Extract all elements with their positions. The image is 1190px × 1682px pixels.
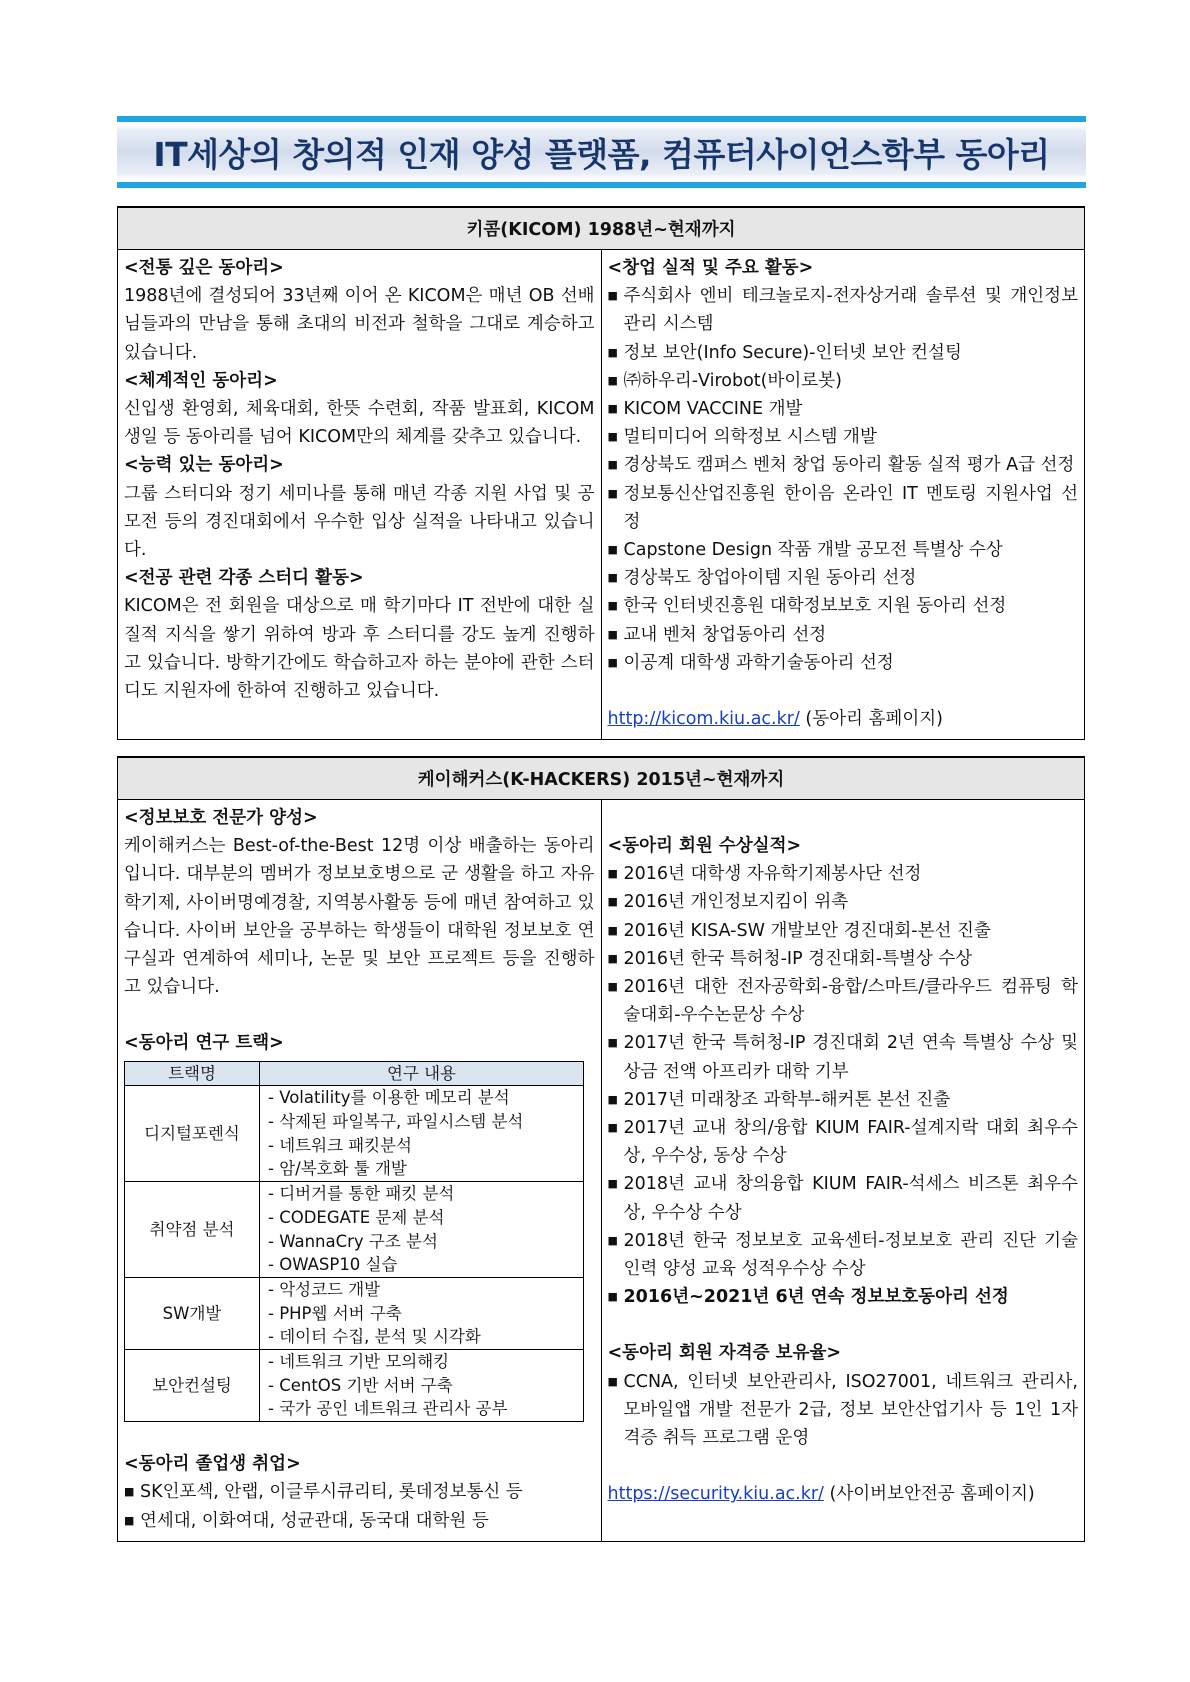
track-name: 취약점 분석: [125, 1182, 260, 1278]
table-row: [125, 1277, 584, 1349]
kicom-homepage-link[interactable]: http://kicom.kiu.ac.kr/: [607, 709, 800, 730]
table-row: [125, 1086, 584, 1182]
list-item: ■ 한국 인터넷진흥원 대학정보보호 지원 동아리 선정: [608, 592, 1079, 620]
list-item: ■ 2018년 교내 창의융합 KIUM FAIR-석세스 비즈톤 최우수상, 우수상 수상: [608, 1170, 1079, 1226]
list-item: ■ 2017년 한국 특허청-IP 경진대회 2년 연속 특별상 수상 및 상금 전액 아프리카 대학 기부: [608, 1029, 1079, 1085]
track-item: - CODEGATE 문제 분석: [268, 1206, 575, 1230]
track-item: - 데이터 수집, 분석 및 시각화: [268, 1325, 575, 1349]
list-item: ■ 2018년 한국 정보보호 교육센터-정보보호 관리 진단 기술인력 양성 교육 성적우수상 수상: [608, 1227, 1079, 1283]
certificate-list: [608, 1368, 1079, 1453]
title-banner: [117, 116, 1086, 188]
list-item: ■ 2016년 대한 전자공학회-융합/스마트/클라우드 컴퓨팅 학술대회-우수논문상 수상: [608, 973, 1079, 1029]
page-title: IT세상의 창의적 인재 양성 플랫폼, 컴퓨터사이언스학부 동아리: [153, 134, 1050, 174]
track-item: - Volatility를 이용한 메모리 분석: [268, 1086, 575, 1110]
list-item: ■ 교내 벤처 창업동아리 선정: [608, 621, 1079, 649]
list-item: ■ ㈜하우리-Virobot(바이로봇): [608, 367, 1079, 395]
list-item: ■ 2016년 한국 특허청-IP 경진대회-특별상 수상: [608, 945, 1079, 973]
track-item: - 네트워크 패킷분석: [268, 1134, 575, 1158]
list-item: ■ 2016년 대학생 자유학기제봉사단 선정: [608, 860, 1079, 888]
list-item: ■ KICOM VACCINE 개발: [608, 395, 1079, 423]
paragraph: 그룹 스터디와 정기 세미나를 통해 매년 각종 지원 사업 및 공모전 등의 경진대회에서 우수한 입상 실적을 나타내고 있습니다.: [124, 483, 595, 561]
section-heading: <창업 실적 및 주요 활동>: [607, 258, 814, 278]
section-heading: <동아리 연구 트랙>: [124, 1033, 284, 1054]
kicom-header: 키콤(KICOM) 1988년~현재까지: [118, 207, 1085, 250]
paragraph: KICOM은 전 회원을 대상으로 매 학기마다 IT 전반에 대한 실질적 지식을 쌓기 위하여 방과 후 스터디를 강도 높게 진행하고 있습니다. 방학기간에도 학습하고자 하는 분야에 관한 스터디도 지원자에 한하여 진행하고 있습니다.: [124, 596, 595, 702]
list-item: ■ 주식회사 엔비 테크놀로지-전자상거래 솔루션 및 개인정보 관리 시스템: [608, 282, 1079, 338]
track-item: - PHP웹 서버 구축: [268, 1302, 575, 1326]
track-item: - OWASP10 실습: [268, 1253, 575, 1277]
achievement-list: [608, 282, 1079, 677]
list-item: ■ 정보통신산업진흥원 한이음 온라인 IT 멘토링 지원사업 선정: [608, 480, 1079, 536]
khackers-left-column: [118, 800, 602, 1542]
list-item: ■ 2016년 개인정보지킴이 위촉: [608, 888, 1079, 916]
list-item: ■ 경상북도 캠퍼스 벤처 창업 동아리 활동 실적 평가 A급 선정: [608, 451, 1079, 479]
list-item: ■ 2016년~2021년 6년 연속 정보보호동아리 선정: [608, 1283, 1079, 1311]
track-item: - CentOS 기반 서버 구축: [268, 1374, 575, 1398]
track-item: - 악성코드 개발: [268, 1278, 575, 1302]
track-item: - 암/복호화 툴 개발: [268, 1157, 575, 1181]
graduate-list: [124, 1478, 595, 1534]
track-name: 보안컨설팅: [125, 1350, 260, 1422]
khackers-header: 케이해커스(K-HACKERS) 2015년~현재까지: [118, 757, 1085, 800]
list-item: ■ 멀티미디어 의학정보 시스템 개발: [608, 423, 1079, 451]
list-item: ■ 이공계 대학생 과학기술동아리 선정: [608, 649, 1079, 677]
track-item: - 네트워크 기반 모의해킹: [268, 1350, 575, 1374]
track-item: - 국가 공인 네트워크 관리사 공부: [268, 1397, 575, 1421]
list-item: ■ 연세대, 이화여대, 성균관대, 동국대 대학원 등: [124, 1507, 595, 1535]
track-name: 디지털포렌식: [125, 1086, 260, 1182]
section-heading: <체계적인 동아리>: [124, 370, 278, 391]
section-heading: <동아리 졸업생 취업>: [124, 1454, 301, 1475]
list-item: ■ 2016년 KISA-SW 개발보안 경진대회-본선 진출: [608, 917, 1079, 945]
column-header: 연구 내용: [260, 1061, 584, 1086]
list-item: ■ Capstone Design 작품 개발 공모전 특별상 수상: [608, 536, 1079, 564]
khackers-right-column: [601, 800, 1085, 1542]
track-item: - 디버거를 통한 패킷 분석: [268, 1182, 575, 1206]
link-note: (동아리 홈페이지): [799, 709, 943, 730]
track-item: - WannaCry 구조 분석: [268, 1230, 575, 1254]
column-header: 트랙명: [125, 1061, 260, 1086]
research-track-table: [124, 1061, 584, 1423]
award-list: [608, 860, 1079, 1311]
link-note: (사이버보안전공 홈페이지): [823, 1484, 1035, 1505]
list-item: ■ 경상북도 창업아이템 지원 동아리 선정: [608, 564, 1079, 592]
section-heading: <동아리 회원 수상실적>: [607, 836, 802, 856]
kicom-right-column: [601, 250, 1085, 740]
list-item: ■ CCNA, 인터넷 보안관리사, ISO27001, 네트워크 관리사, 모바일앱 개발 전문가 2급, 정보 보안산업기사 등 1인 1자격증 취득 프로그램 운영: [608, 1368, 1079, 1453]
list-item: ■ 정보 보안(Info Secure)-인터넷 보안 컨설팅: [608, 339, 1079, 367]
security-homepage-link[interactable]: https://security.kiu.ac.kr/: [607, 1484, 824, 1505]
section-heading: <전통 깊은 동아리>: [124, 258, 284, 278]
kicom-left-column: [118, 250, 602, 740]
kicom-section: [117, 206, 1085, 740]
paragraph: 신입생 환영회, 체육대회, 한뜻 수련회, 작품 발표회, KICOM 생일 등 동아리를 넘어 KICOM만의 체계를 갖추고 있습니다.: [124, 399, 595, 448]
section-heading: <전공 관련 각종 스터디 활동>: [124, 568, 364, 589]
khackers-section: [117, 756, 1085, 1542]
section-heading: <정보보호 전문가 양성>: [124, 808, 318, 828]
track-name: SW개발: [125, 1277, 260, 1349]
track-item: - 삭제된 파일복구, 파일시스템 분석: [268, 1110, 575, 1134]
list-item: ■ 2017년 교내 창의/융합 KIUM FAIR-설계지락 대회 최우수상, 우수상, 동상 수상: [608, 1114, 1079, 1170]
section-heading: <동아리 회원 자격증 보유율>: [607, 1343, 842, 1364]
table-row: [125, 1350, 584, 1422]
section-heading: <능력 있는 동아리>: [124, 455, 284, 476]
table-row: [125, 1182, 584, 1278]
paragraph: 케이해커스는 Best-of-the-Best 12명 이상 배출하는 동아리입니다. 대부분의 멤버가 정보보호병으로 군 생활을 하고 자유학기제, 사이버명예경찰, 지역봉사활동 등에 매년 참여하고 있습니다. 사이버 보안을 공부하는 학생들이 대학원 정보보호 연구실과 연계하여 세미나, 논문 및 보안 프로젝트 등을 진행하고 있습니다.: [124, 836, 595, 998]
paragraph: 1988년에 결성되어 33년째 이어 온 KICOM은 매년 OB 선배님들과의 만남을 통해 초대의 비전과 철학을 그대로 계승하고 있습니다.: [124, 286, 595, 363]
list-item: ■ SK인포섹, 안랩, 이글루시큐리티, 롯데정보통신 등: [124, 1478, 595, 1506]
list-item: ■ 2017년 미래창조 과학부-해커톤 본선 진출: [608, 1086, 1079, 1114]
